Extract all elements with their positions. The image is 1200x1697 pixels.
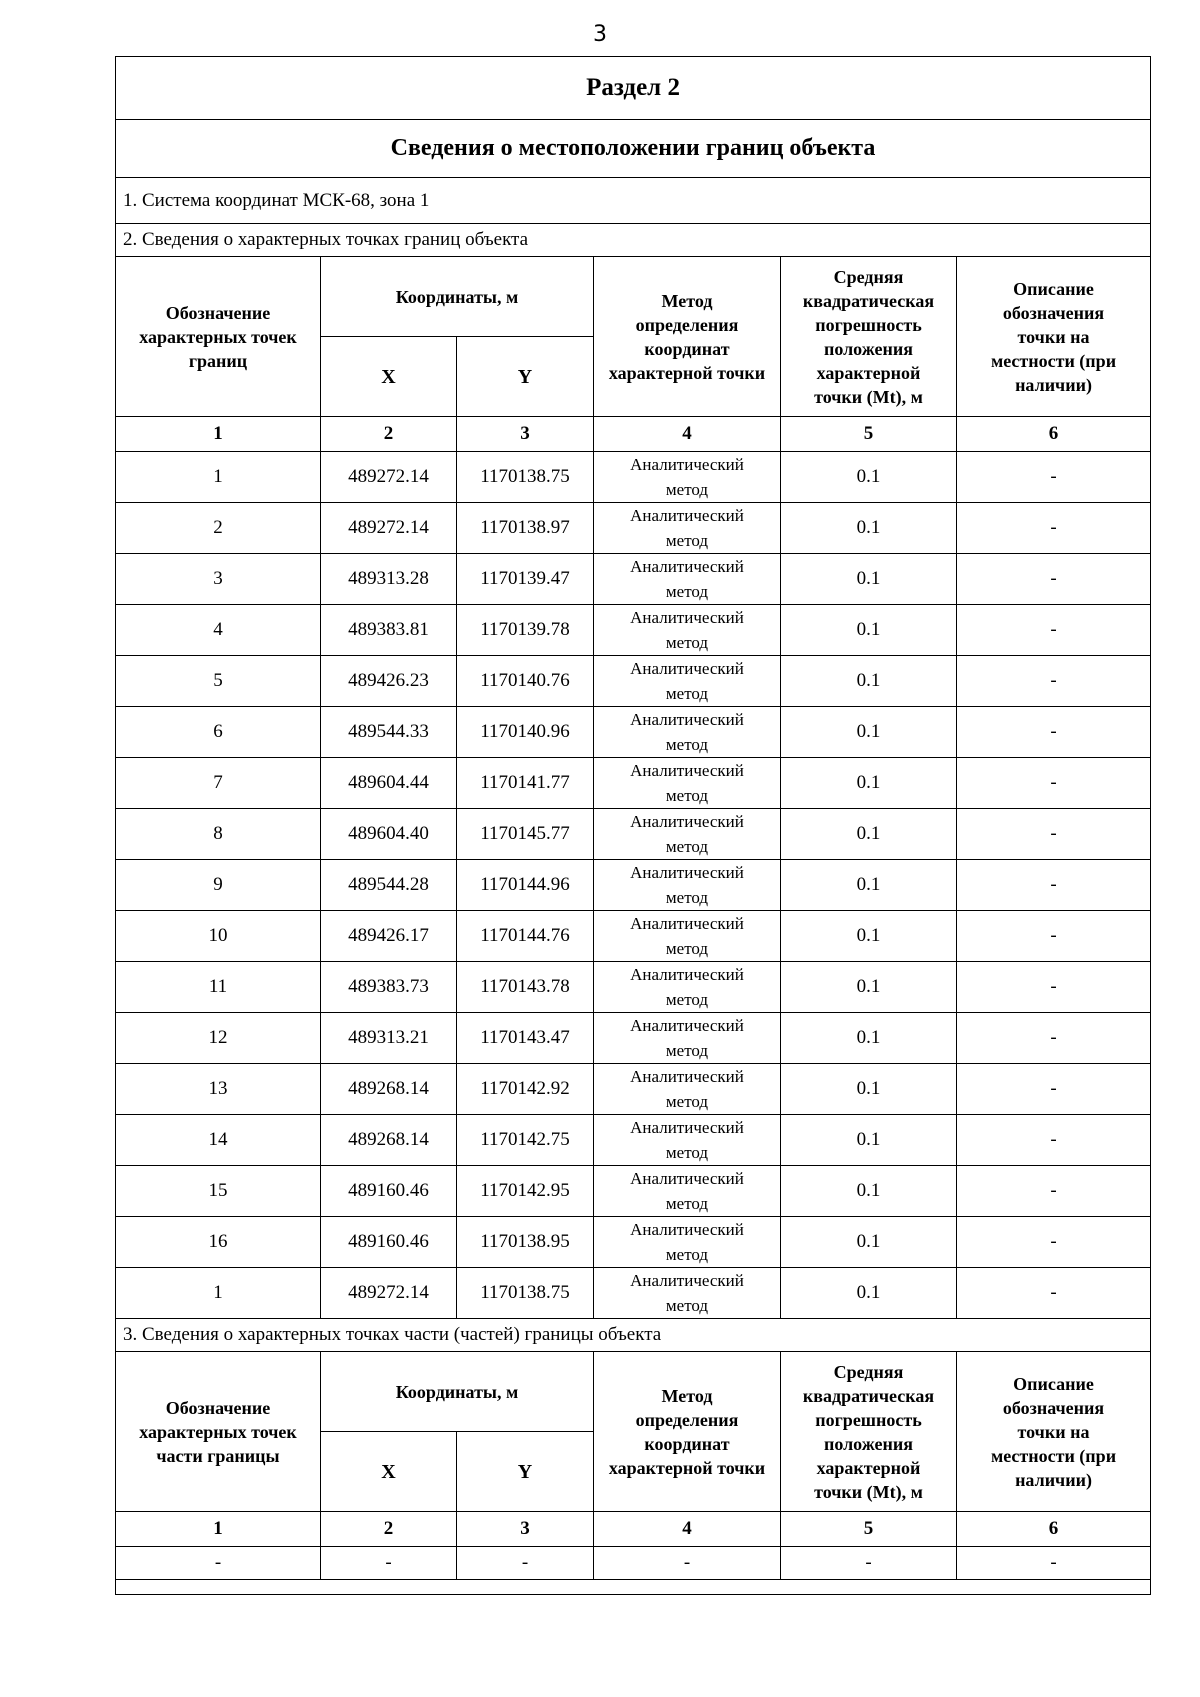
mean-error-cell: 0.1 xyxy=(781,1013,957,1064)
mean-error-cell: 0.1 xyxy=(781,962,957,1013)
description-cell: - xyxy=(957,1064,1151,1115)
method-cell: Аналитический метод xyxy=(594,1166,781,1217)
table-row xyxy=(116,1268,1151,1319)
method-cell: Аналитический метод xyxy=(594,911,781,962)
method-cell: Аналитический метод xyxy=(594,503,781,554)
mean-error-cell: 0.1 xyxy=(781,809,957,860)
column-number: 6 xyxy=(957,1512,1151,1547)
point-id-cell: 14 xyxy=(116,1115,321,1166)
point-id-cell: 2 xyxy=(116,503,321,554)
point-id-cell: 5 xyxy=(116,656,321,707)
point-id-cell: 1 xyxy=(116,452,321,503)
description-cell: - xyxy=(957,503,1151,554)
y-coordinate-cell: 1170139.78 xyxy=(457,605,594,656)
column-number: 1 xyxy=(116,417,321,452)
header2-description: Описание обозначения точки на местности (при наличии) xyxy=(957,1352,1151,1512)
description-cell: - xyxy=(957,1547,1151,1580)
boundary-points-label: 2. Сведения о характерных точках границ объекта xyxy=(116,224,1151,257)
mean-error-cell: 0.1 xyxy=(781,554,957,605)
y-coordinate-cell: 1170140.96 xyxy=(457,707,594,758)
method-cell: Аналитический метод xyxy=(594,1115,781,1166)
column-number: 3 xyxy=(457,417,594,452)
method-cell: Аналитический метод xyxy=(594,860,781,911)
point-id-cell: 13 xyxy=(116,1064,321,1115)
point-id-cell: - xyxy=(116,1547,321,1580)
method-cell: Аналитический метод xyxy=(594,1268,781,1319)
description-cell: - xyxy=(957,605,1151,656)
page-number: 3 xyxy=(593,22,607,47)
section-title: Раздел 2 xyxy=(116,57,1151,120)
mean-error-cell: 0.1 xyxy=(781,758,957,809)
x-coordinate-cell: 489426.17 xyxy=(321,911,457,962)
y-coordinate-cell: 1170142.92 xyxy=(457,1064,594,1115)
y-coordinate-cell: - xyxy=(457,1547,594,1580)
table-row xyxy=(116,656,1151,707)
table-row xyxy=(116,1217,1151,1268)
description-cell: - xyxy=(957,809,1151,860)
description-cell: - xyxy=(957,554,1151,605)
mean-error-cell: 0.1 xyxy=(781,1064,957,1115)
description-cell: - xyxy=(957,452,1151,503)
header2-mean-error: Средняя квадратическая погрешность положения характерной точки (Mt), м xyxy=(781,1352,957,1512)
method-cell: Аналитический метод xyxy=(594,707,781,758)
description-cell: - xyxy=(957,1013,1151,1064)
header2-point-designation: Обозначение характерных точек части границы xyxy=(116,1352,321,1512)
x-coordinate-cell: 489160.46 xyxy=(321,1166,457,1217)
point-id-cell: 15 xyxy=(116,1166,321,1217)
mean-error-cell: 0.1 xyxy=(781,1115,957,1166)
description-cell: - xyxy=(957,707,1151,758)
table-row xyxy=(116,1115,1151,1166)
x-coordinate-cell: 489272.14 xyxy=(321,503,457,554)
method-cell: Аналитический метод xyxy=(594,1013,781,1064)
column-number: 5 xyxy=(781,417,957,452)
column-number: 2 xyxy=(321,1512,457,1547)
x-coordinate-cell: 489272.14 xyxy=(321,1268,457,1319)
point-id-cell: 10 xyxy=(116,911,321,962)
column-numbers-row xyxy=(116,417,1151,452)
x-coordinate-cell: 489544.28 xyxy=(321,860,457,911)
x-coordinate-cell: 489272.14 xyxy=(321,452,457,503)
section-frame xyxy=(115,56,1150,1595)
header-point-designation: Обозначение характерных точек границ xyxy=(116,257,321,417)
x-coordinate-cell: 489268.14 xyxy=(321,1064,457,1115)
coordinate-system-label: 1. Система координат МСК-68, зона 1 xyxy=(116,178,1151,224)
table-row xyxy=(116,758,1151,809)
x-coordinate-cell: 489604.44 xyxy=(321,758,457,809)
mean-error-cell: 0.1 xyxy=(781,605,957,656)
header2-x: X xyxy=(321,1432,457,1512)
point-id-cell: 4 xyxy=(116,605,321,656)
table-row xyxy=(116,1547,1151,1580)
point-id-cell: 3 xyxy=(116,554,321,605)
header-description: Описание обозначения точки на местности (при наличии) xyxy=(957,257,1151,417)
point-id-cell: 6 xyxy=(116,707,321,758)
table-row xyxy=(116,452,1151,503)
mean-error-cell: - xyxy=(781,1547,957,1580)
table-row xyxy=(116,605,1151,656)
mean-error-cell: 0.1 xyxy=(781,656,957,707)
mean-error-cell: 0.1 xyxy=(781,860,957,911)
column-number: 4 xyxy=(594,417,781,452)
y-coordinate-cell: 1170138.97 xyxy=(457,503,594,554)
y-coordinate-cell: 1170144.96 xyxy=(457,860,594,911)
y-coordinate-cell: 1170145.77 xyxy=(457,809,594,860)
y-coordinate-cell: 1170142.95 xyxy=(457,1166,594,1217)
table-row xyxy=(116,809,1151,860)
column-number: 1 xyxy=(116,1512,321,1547)
method-cell: Аналитический метод xyxy=(594,758,781,809)
description-cell: - xyxy=(957,1217,1151,1268)
column-number: 4 xyxy=(594,1512,781,1547)
column-number: 3 xyxy=(457,1512,594,1547)
mean-error-cell: 0.1 xyxy=(781,452,957,503)
x-coordinate-cell: 489313.21 xyxy=(321,1013,457,1064)
x-coordinate-cell: 489383.73 xyxy=(321,962,457,1013)
y-coordinate-cell: 1170143.78 xyxy=(457,962,594,1013)
description-cell: - xyxy=(957,860,1151,911)
description-cell: - xyxy=(957,1115,1151,1166)
y-coordinate-cell: 1170141.77 xyxy=(457,758,594,809)
mean-error-cell: 0.1 xyxy=(781,503,957,554)
mean-error-cell: 0.1 xyxy=(781,1268,957,1319)
point-id-cell: 16 xyxy=(116,1217,321,1268)
header-mean-error: Средняя квадратическая погрешность положения характерной точки (Mt), м xyxy=(781,257,957,417)
header-y: Y xyxy=(457,337,594,417)
description-cell: - xyxy=(957,911,1151,962)
x-coordinate-cell: 489268.14 xyxy=(321,1115,457,1166)
x-coordinate-cell: - xyxy=(321,1547,457,1580)
header2-y: Y xyxy=(457,1432,594,1512)
mean-error-cell: 0.1 xyxy=(781,1217,957,1268)
document-table xyxy=(115,56,1151,1595)
description-cell: - xyxy=(957,1268,1151,1319)
y-coordinate-cell: 1170138.75 xyxy=(457,452,594,503)
method-cell: Аналитический метод xyxy=(594,962,781,1013)
header2-coordinates: Координаты, м xyxy=(321,1352,594,1432)
table-row xyxy=(116,1064,1151,1115)
y-coordinate-cell: 1170140.76 xyxy=(457,656,594,707)
description-cell: - xyxy=(957,962,1151,1013)
mean-error-cell: 0.1 xyxy=(781,1166,957,1217)
header-x: X xyxy=(321,337,457,417)
x-coordinate-cell: 489604.40 xyxy=(321,809,457,860)
column-number: 2 xyxy=(321,417,457,452)
point-id-cell: 8 xyxy=(116,809,321,860)
table-row xyxy=(116,1166,1151,1217)
point-id-cell: 12 xyxy=(116,1013,321,1064)
x-coordinate-cell: 489313.28 xyxy=(321,554,457,605)
point-id-cell: 7 xyxy=(116,758,321,809)
description-cell: - xyxy=(957,758,1151,809)
section-subtitle: Сведения о местоположении границ объекта xyxy=(116,120,1151,178)
point-id-cell: 9 xyxy=(116,860,321,911)
header-method: Метод определения координат характерной точки xyxy=(594,257,781,417)
description-cell: - xyxy=(957,1166,1151,1217)
table-row xyxy=(116,554,1151,605)
part-points-label: 3. Сведения о характерных точках части (частей) границы объекта xyxy=(116,1319,1151,1352)
y-coordinate-cell: 1170142.75 xyxy=(457,1115,594,1166)
method-cell: Аналитический метод xyxy=(594,554,781,605)
method-cell: Аналитический метод xyxy=(594,605,781,656)
mean-error-cell: 0.1 xyxy=(781,911,957,962)
y-coordinate-cell: 1170138.75 xyxy=(457,1268,594,1319)
method-cell: Аналитический метод xyxy=(594,809,781,860)
x-coordinate-cell: 489383.81 xyxy=(321,605,457,656)
point-id-cell: 1 xyxy=(116,1268,321,1319)
table-row xyxy=(116,503,1151,554)
column-numbers-row xyxy=(116,1512,1151,1547)
point-id-cell: 11 xyxy=(116,962,321,1013)
method-cell: Аналитический метод xyxy=(594,1064,781,1115)
header-coordinates: Координаты, м xyxy=(321,257,594,337)
y-coordinate-cell: 1170144.76 xyxy=(457,911,594,962)
x-coordinate-cell: 489160.46 xyxy=(321,1217,457,1268)
column-number: 6 xyxy=(957,417,1151,452)
method-cell: Аналитический метод xyxy=(594,656,781,707)
header2-method: Метод определения координат характерной точки xyxy=(594,1352,781,1512)
column-number: 5 xyxy=(781,1512,957,1547)
table-end-cell xyxy=(116,1580,1151,1595)
mean-error-cell: 0.1 xyxy=(781,707,957,758)
method-cell: Аналитический метод xyxy=(594,452,781,503)
x-coordinate-cell: 489426.23 xyxy=(321,656,457,707)
table-row xyxy=(116,911,1151,962)
table-row xyxy=(116,962,1151,1013)
y-coordinate-cell: 1170138.95 xyxy=(457,1217,594,1268)
table-row xyxy=(116,860,1151,911)
x-coordinate-cell: 489544.33 xyxy=(321,707,457,758)
y-coordinate-cell: 1170143.47 xyxy=(457,1013,594,1064)
method-cell: Аналитический метод xyxy=(594,1217,781,1268)
table-row xyxy=(116,707,1151,758)
table-end-row xyxy=(116,1580,1151,1595)
y-coordinate-cell: 1170139.47 xyxy=(457,554,594,605)
method-cell: - xyxy=(594,1547,781,1580)
description-cell: - xyxy=(957,656,1151,707)
table-row xyxy=(116,1013,1151,1064)
